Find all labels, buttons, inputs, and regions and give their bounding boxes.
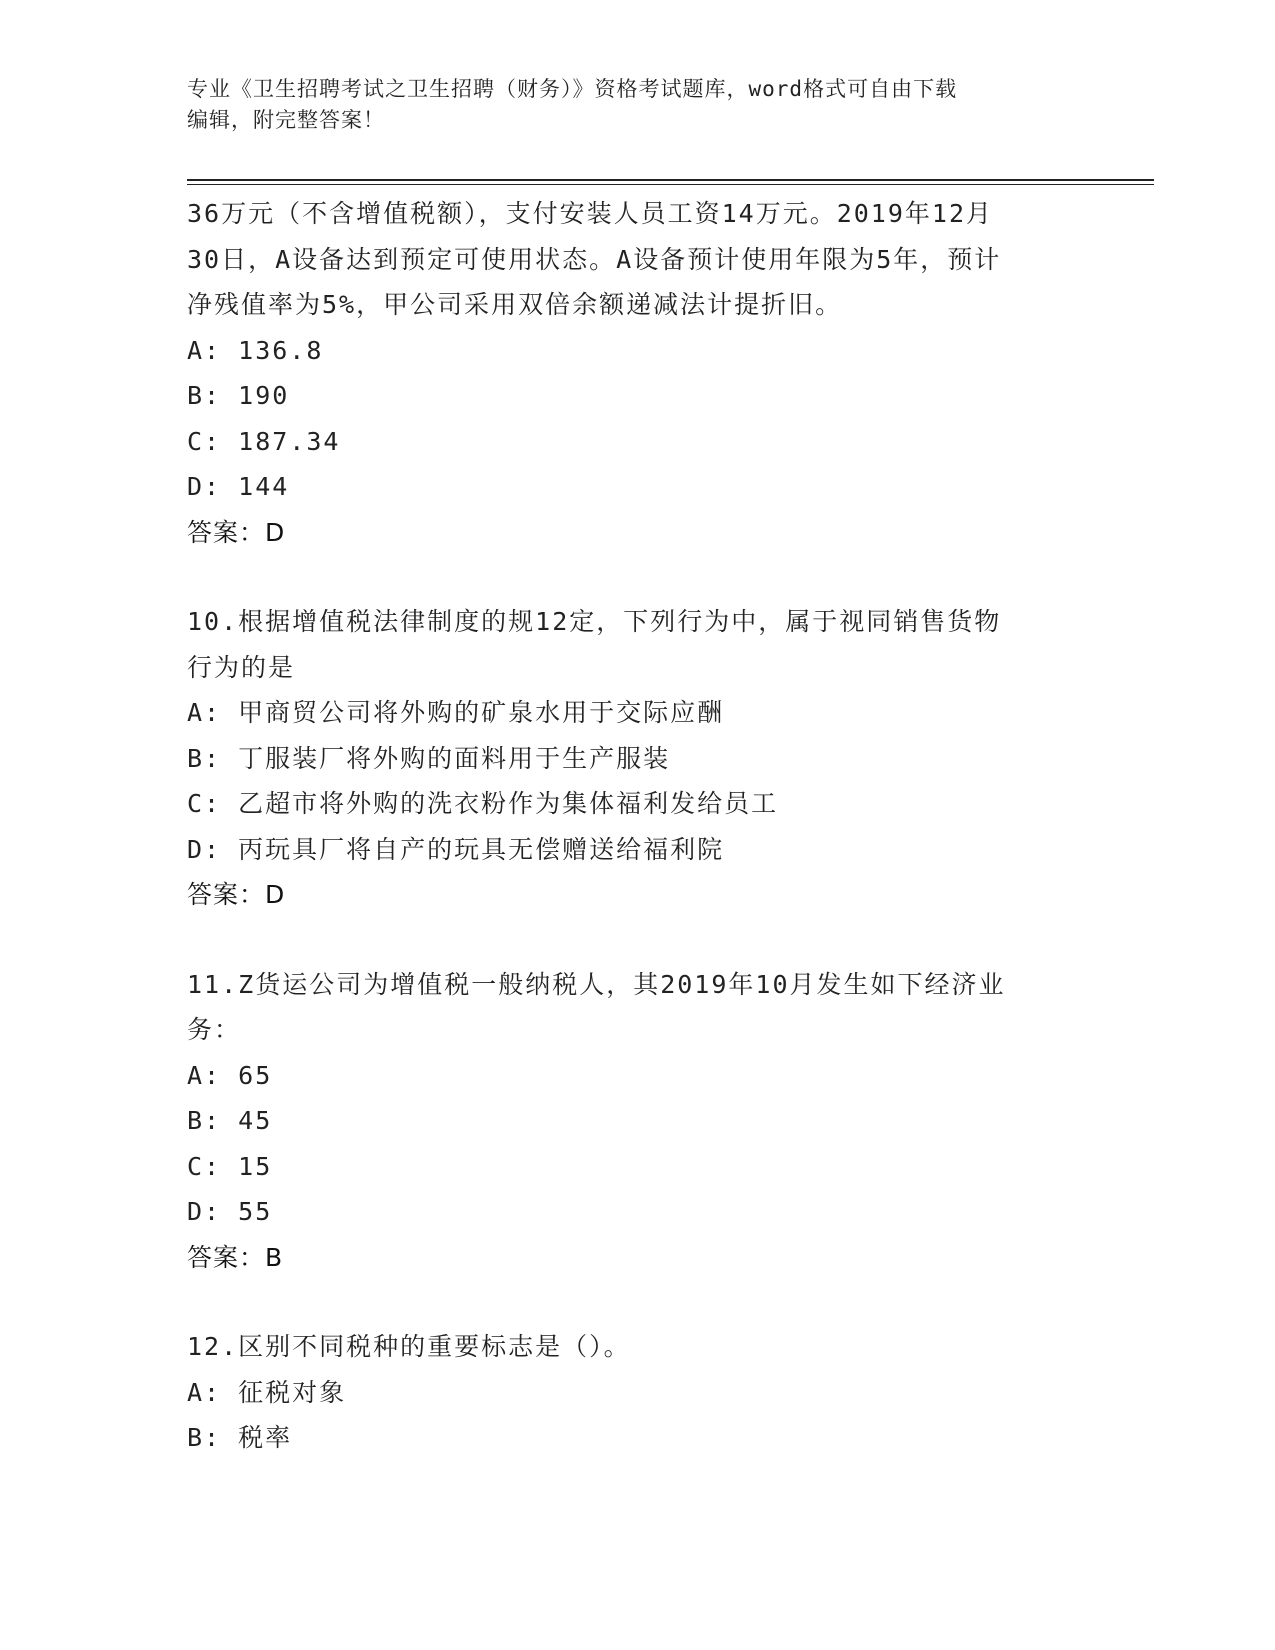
question-text-line: 行为的是 [187,652,296,682]
document-header [187,74,1067,136]
option-b: B: 45 [187,1106,273,1135]
option-d: D: 144 [187,472,290,501]
question-text-line: 10.根据增值税法律制度的规12定，下列行为中，属于视同销售货物 [187,607,1002,636]
document-body [187,191,1087,1461]
question-11 [187,962,1087,1281]
question-text-line: 36万元（不含增值税额），支付安装人员工资14万元。2019年12月 [187,199,994,228]
question-12 [187,1324,1087,1461]
question-text-line: 12.区别不同税种的重要标志是（）。 [187,1332,631,1361]
option-c: C: 187.34 [187,426,341,456]
option-b: B: 190 [187,381,290,410]
header-divider-thick [187,179,1154,181]
question-9-continued [187,191,1087,555]
option-c: C: 乙超市将外购的洗衣粉作为集体福利发给员工 [187,789,779,818]
question-10 [187,599,1087,918]
question-text-line: 净残值率为5%，甲公司采用双倍余额递减法计提折旧。 [187,290,843,319]
option-c: C: 15 [187,1151,273,1181]
question-text-line: 务： [187,1015,242,1044]
header-line-1: 专业《卫生招聘考试之卫生招聘（财务）》资格考试题库，word格式可自由下载 [187,77,958,101]
option-d: D: 丙玩具厂将自产的玩具无偿赠送给福利院 [187,834,725,864]
answer-line: 答案：B [187,1242,284,1272]
option-d: D: 55 [187,1197,273,1226]
option-a: A: 甲商贸公司将外购的矿泉水用于交际应酬 [187,698,725,727]
answer-line: 答案：D [187,517,286,547]
question-text-line: 11.Z货运公司为增值税一般纳税人，其2019年10月发生如下经济业 [187,969,1006,999]
option-b: B: 丁服装厂将外购的面料用于生产服装 [187,743,671,773]
header-line-2: 编辑，附完整答案！ [187,108,385,132]
option-a: A: 征税对象 [187,1377,347,1407]
answer-line: 答案：D [187,880,286,909]
question-text-line: 30日，A设备达到预定可使用状态。A设备预计使用年限为5年，预计 [187,244,1002,274]
option-b: B: 税率 [187,1423,293,1452]
header-divider-thin [187,184,1154,185]
option-a: A: 65 [187,1060,273,1090]
option-a: A: 136.8 [187,335,324,365]
